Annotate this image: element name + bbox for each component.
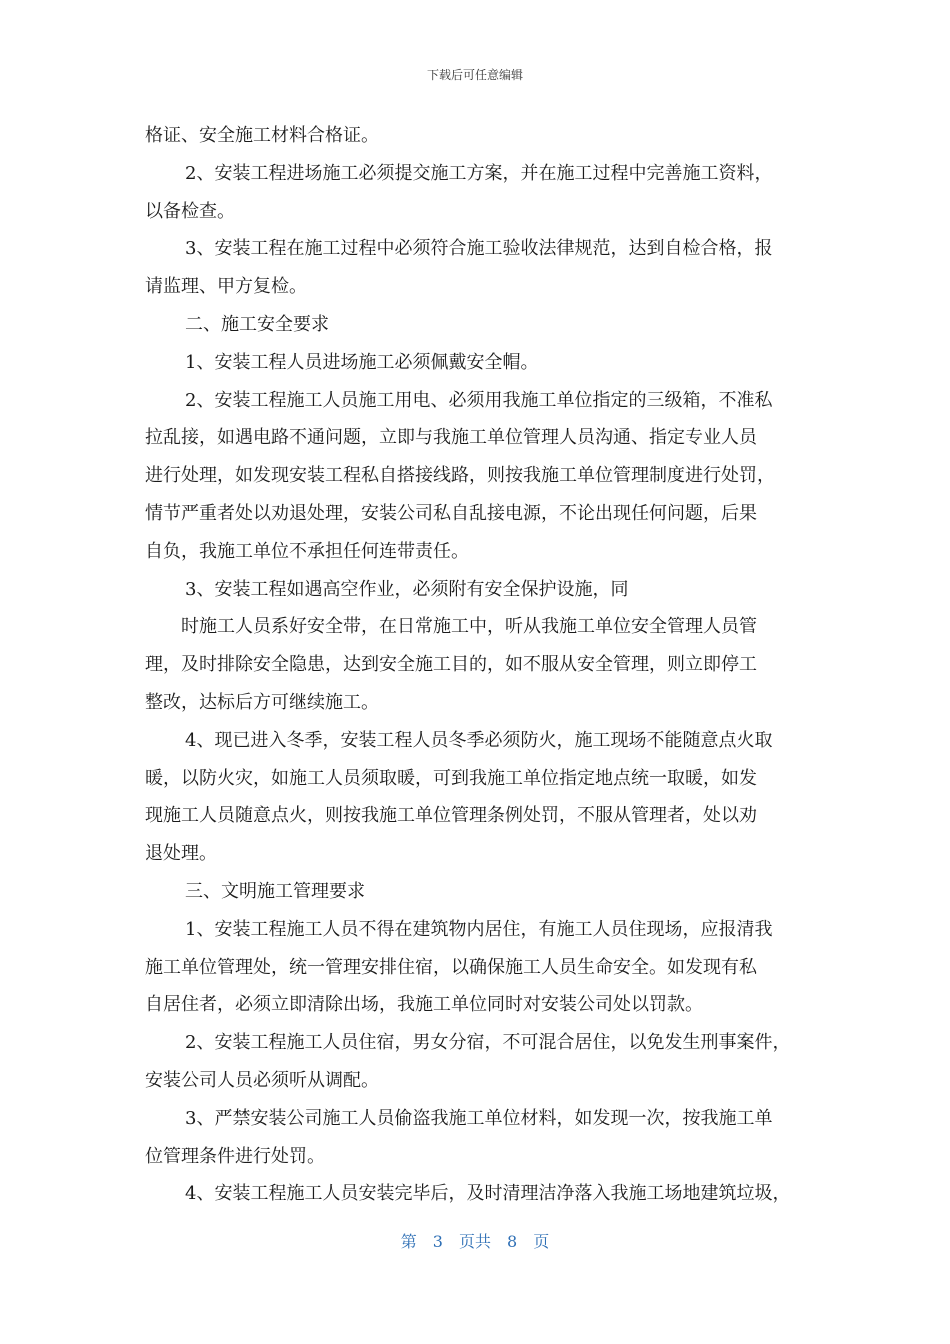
text-line: 1、安装工程施工人员不得在建筑物内居住，有施工人员住现场，应报清我 [185,918,773,940]
text-line: 3、严禁安装公司施工人员偷盗我施工单位材料，如发现一次，按我施工单 [185,1107,773,1129]
text-line: 退处理。 [145,843,217,865]
text-line: 2、安装工程施工人员住宿，男女分宿，不可混合居住，以免发生刑事案件， [185,1032,791,1054]
text-line: 现施工人员随意点火，则按我施工单位管理条例处罚，不服从管理者，处以劝 [145,805,757,827]
text-line: 自居住者，必须立即清除出场，我施工单位同时对安装公司处以罚款。 [145,994,703,1016]
text-line: 安装公司人员必须听从调配。 [145,1069,379,1091]
text-line: 拉乱接，如遇电路不通问题，立即与我施工单位管理人员沟通、指定专业人员 [145,427,757,449]
text-line: 情节严重者处以劝退处理，安装公司私自乱接电源，不论出现任何问题，后果 [145,502,757,524]
footer-suffix: 页 [533,1232,550,1251]
page-footer [0,1229,950,1252]
text-line: 3、安装工程在施工过程中必须符合施工验收法律规范，达到自检合格，报 [185,238,773,260]
text-line: 2、安装工程施工人员施工用电、必须用我施工单位指定的三级箱，不准私 [185,389,773,411]
document-body [145,117,817,1213]
footer-prefix: 第 [400,1232,417,1251]
text-line: 进行处理，如发现安装工程私自搭接线路，则按我施工单位管理制度进行处罚， [145,465,775,487]
text-line: 3、安装工程如遇高空作业，必须附有安全保护设施，同 [185,578,629,600]
text-line: 1、安装工程人员进场施工必须佩戴安全帽。 [185,351,539,373]
text-line: 整改，达标后方可继续施工。 [145,691,379,713]
text-line: 格证、安全施工材料合格证。 [145,125,379,146]
text-line: 4、现已进入冬季，安装工程人员冬季必须防火，施工现场不能随意点火取 [185,729,773,751]
text-line: 二、施工安全要求 [185,313,329,335]
text-line: 以备检查。 [145,200,235,222]
footer-middle: 页共 [458,1232,491,1251]
footer-total-pages: 8 [507,1232,518,1251]
text-line: 4、安装工程施工人员安装完毕后，及时清理洁净落入我施工场地建筑垃圾， [185,1183,791,1205]
text-line: 暖，以防火灾，如施工人员须取暖，可到我施工单位指定地点统一取暖，如发 [145,767,757,789]
text-line: 位管理条件进行处罚。 [145,1145,325,1167]
text-line: 理，及时排除安全隐患，达到安全施工目的，如不服从安全管理，则立即停工 [145,654,757,676]
text-line: 2、安装工程进场施工必须提交施工方案，并在施工过程中完善施工资料， [185,162,773,184]
footer-page-number: 3 [432,1232,443,1251]
text-line: 时施工人员系好安全带，在日常施工中，听从我施工单位安全管理人员管 [181,616,757,638]
text-line: 请监理、甲方复检。 [145,276,307,298]
text-line: 施工单位管理处，统一管理安排住宿，以确保施工人员生命安全。如发现有私 [145,956,757,978]
page-header: 下载后可任意编辑 [426,68,523,82]
text-line: 自负，我施工单位不承担任何连带责任。 [145,540,469,562]
text-line: 三、文明施工管理要求 [185,880,365,902]
